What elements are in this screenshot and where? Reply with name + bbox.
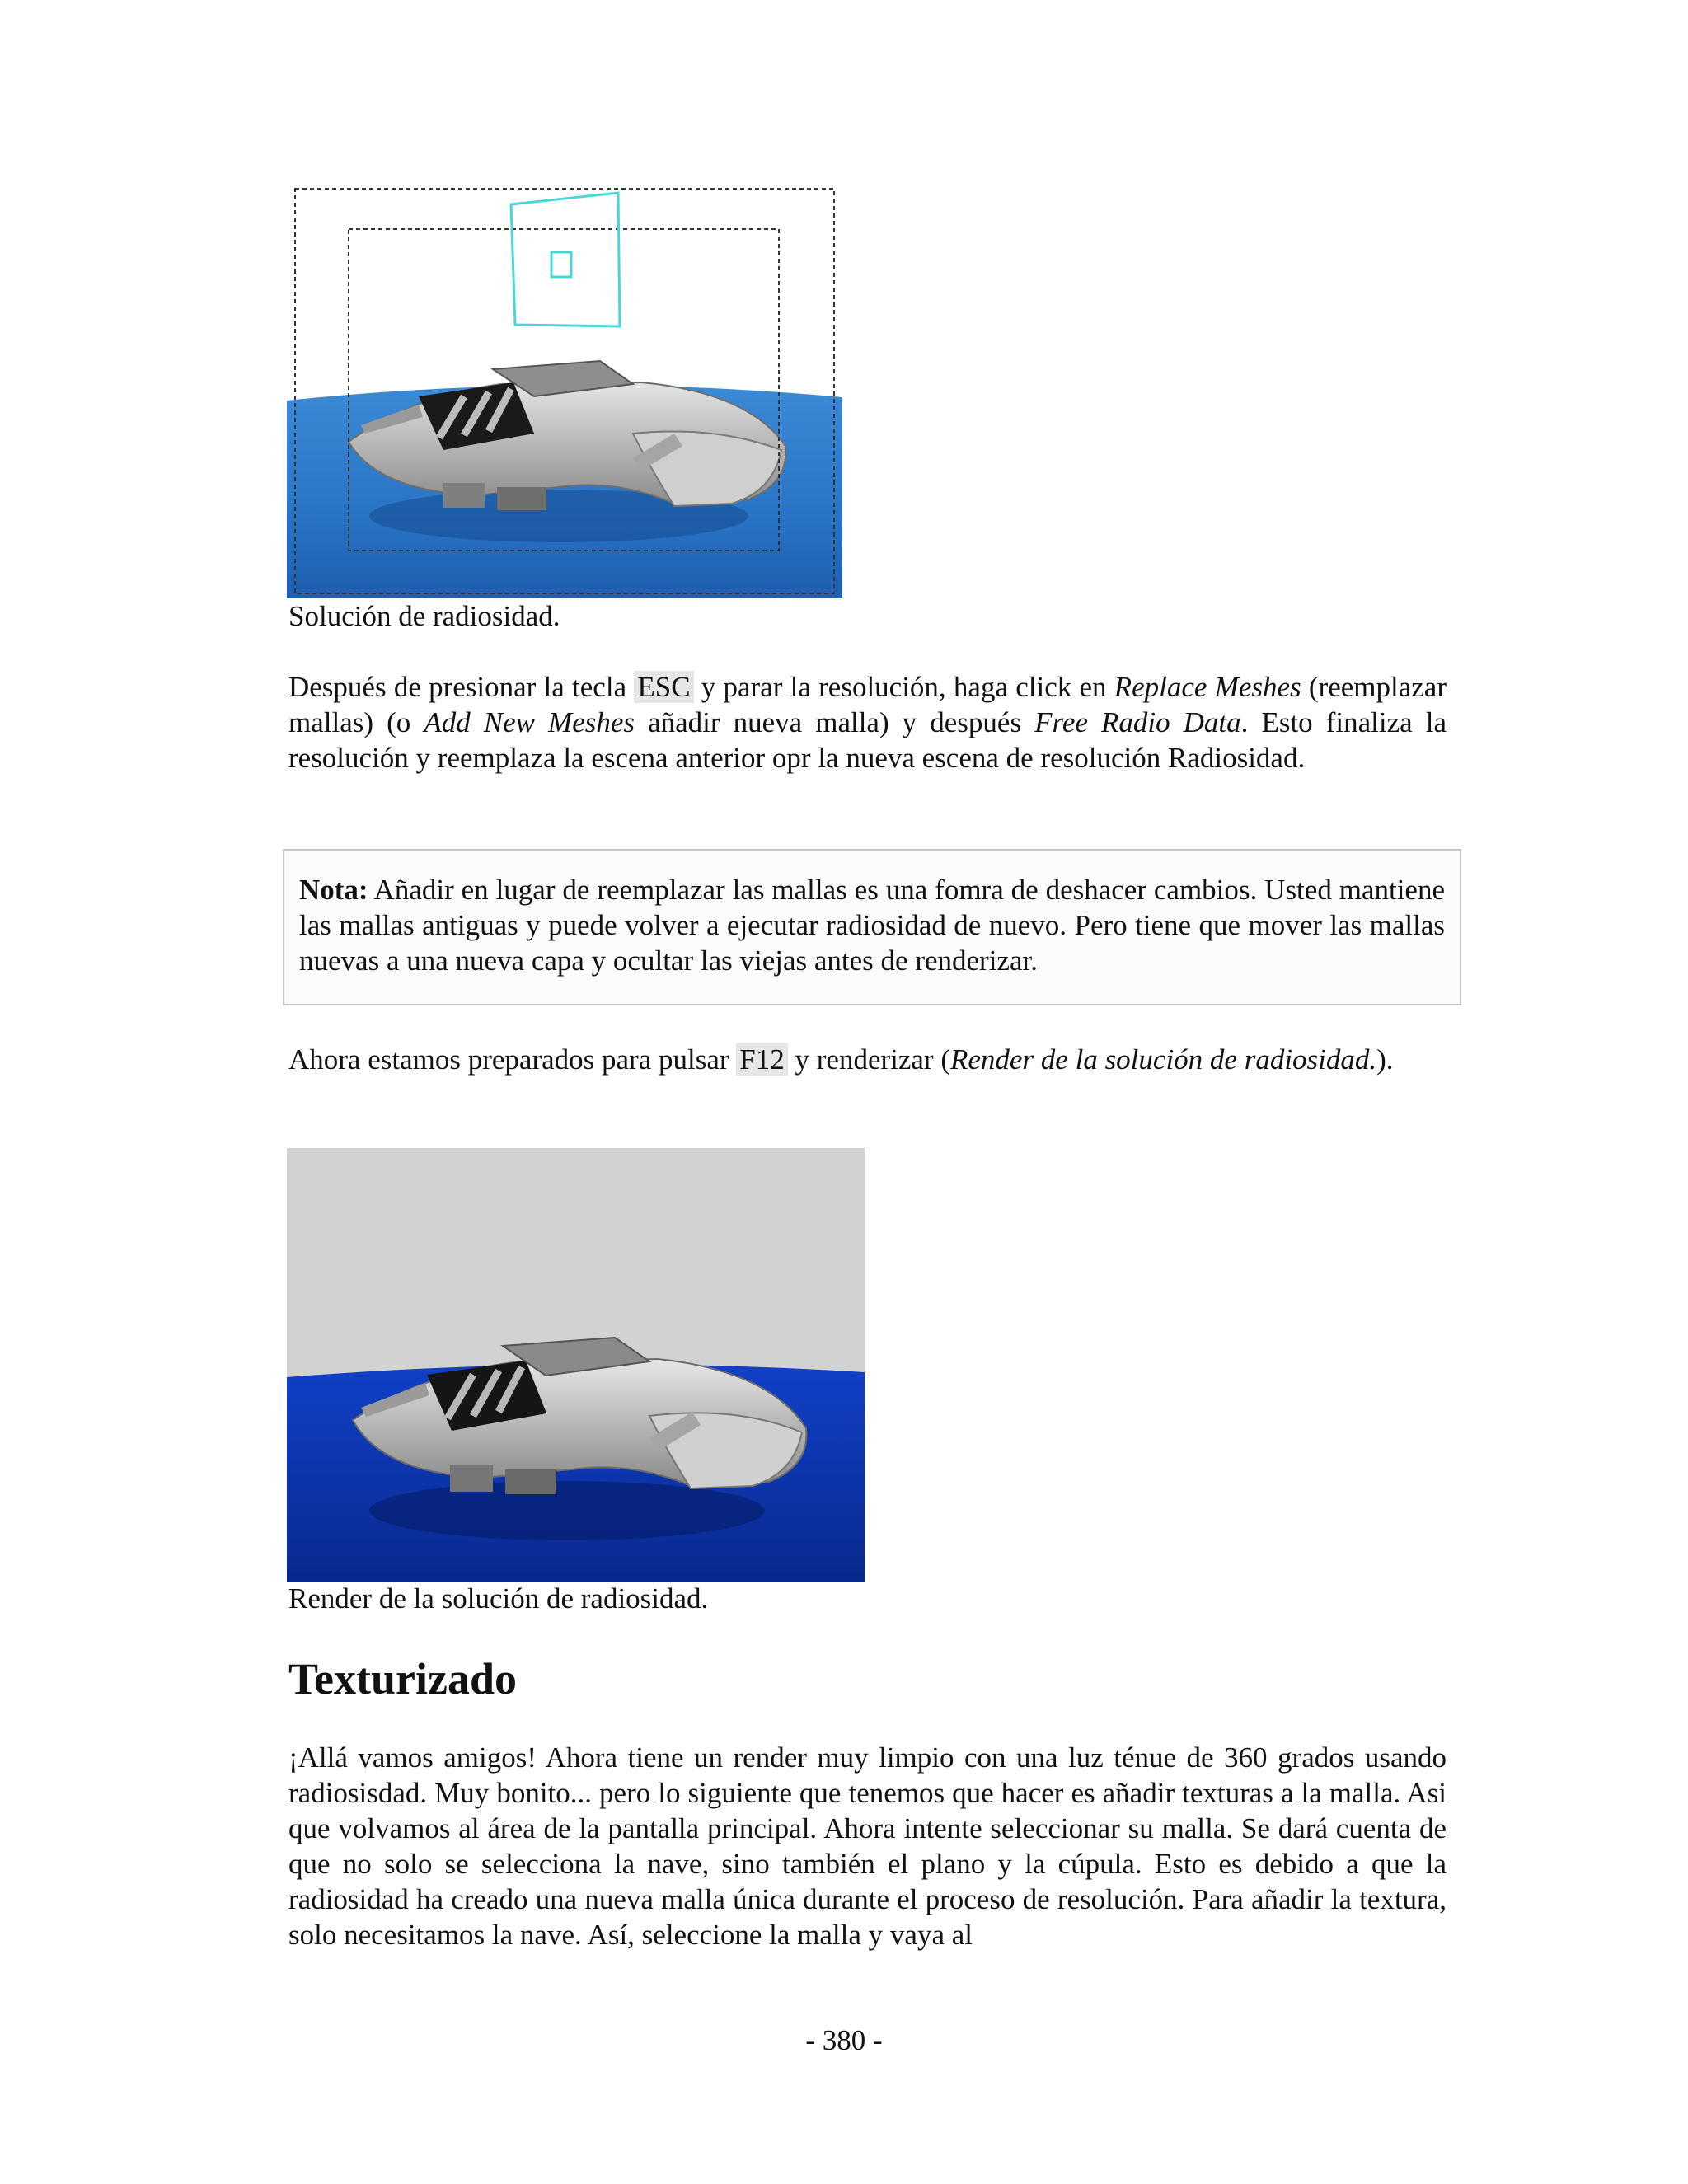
paragraph-render-f12: Ahora estamos preparados para pulsar F12 y renderizar (Render de la solución de radiosidad.). (288, 1043, 1394, 1076)
key-f12: F12 (736, 1043, 787, 1076)
note-text: Nota: Añadir en lugar de reemplazar las mallas es una fomra de deshacer cambios. Usted mantiene las mallas antiguas y puede volver a ejecutar radiosidad de nuevo. Pero tiene que mover las mallas nuevas a una nueva capa y ocultar las viejas antes de renderizar. (299, 874, 1445, 977)
page-number: - 380 - (805, 2024, 883, 2056)
figure-caption-render: Render de la solución de radiosidad. (288, 1582, 709, 1615)
key-esc: ESC (634, 671, 693, 703)
figure-caption-radiosity-solution: Solución de radiosidad. (288, 600, 560, 632)
note-box (283, 849, 1461, 1005)
paragraph-texturizado: ¡Allá vamos amigos! Ahora tiene un render muy limpio con una luz ténue de 360 grados usando radiosisdad. Muy bonito... pero lo siguiente que tenemos que hacer es añadir texturas a la malla. Asi que volvamos al área de la pantalla principal. Ahora intente seleccionar su malla. Se dará cuenta de que no solo se selecciona la nave, sino también el plano y la cúpula. Esto es debido a que la radiosidad ha creado una nueva malla única durante el proceso de resolución. Para añadir la textura, solo necesitamos la nave. Así, seleccione la malla y vaya al (288, 1741, 1447, 1951)
radiosity-solution-image (287, 186, 842, 598)
radiosity-render-image (287, 1148, 865, 1582)
paragraph-replace-meshes: Después de presionar la tecla ESC y parar la resolución, haga click en Replace Meshes (reemplazar mallas) (o Add New Meshes añadir nueva malla) y después Free Radio Data. Esto finaliza la resolución y reemplaza la escena anterior opr la nueva escena de resolución Radiosidad. (288, 671, 1447, 774)
section-heading: Texturizado (288, 1654, 518, 1704)
note-label: Nota: (299, 874, 368, 906)
